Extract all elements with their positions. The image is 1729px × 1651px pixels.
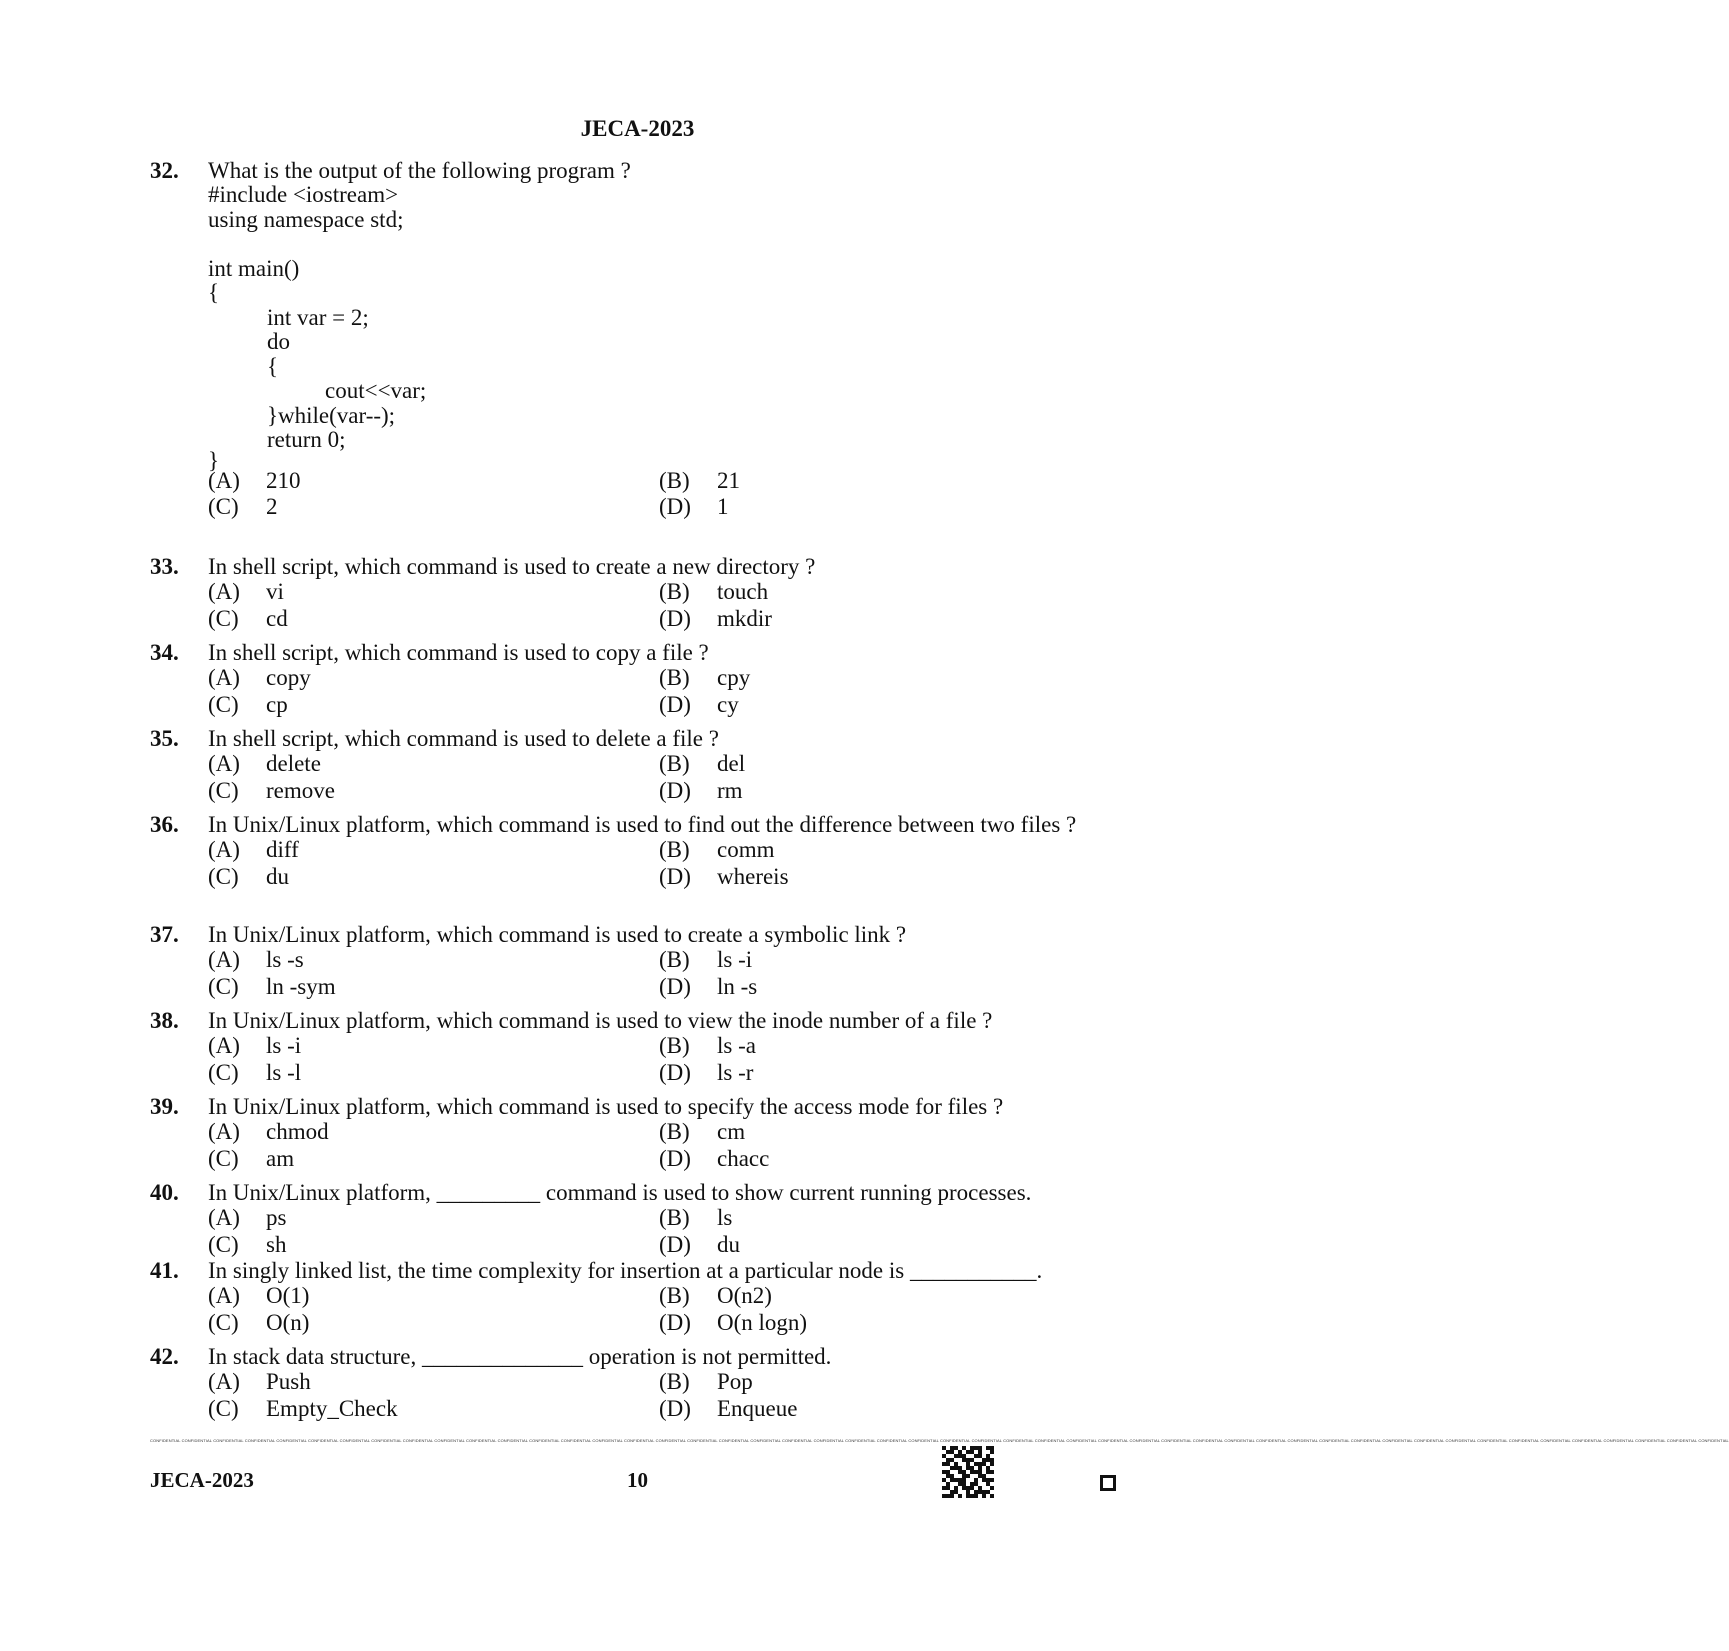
option-c: (C) 2	[208, 494, 278, 519]
footer-exam-code: JECA-2023	[150, 1468, 254, 1492]
option-d: (D) Enqueue	[659, 1395, 798, 1421]
option-d: (D) chacc	[659, 1145, 770, 1171]
option-b: (B) Pop	[659, 1369, 753, 1394]
confidential-strip: CONFIDENTIAL CONFIDENTIAL CONFIDENTIAL CONFIDENTIAL CONFIDENTIAL CONFIDENTIAL CONFIDENTIAL CONFIDENTIAL CONFIDENTIAL CONFIDENTIAL CONFIDENTIAL CONFIDENTIAL CONFIDENTIAL CONFIDENTIAL CONFIDENTIAL CONFIDENTIAL CONFIDENTIAL CONFIDENTIAL CONFIDENTIAL CONFIDENTIAL CONFIDENTIAL CONFIDENTIAL CONFIDENTIAL CONFIDENTIAL CONFIDENTIAL CONFIDENTIAL CONFIDENTIAL CONFIDENTIAL CONFIDENTIAL CONFIDENTIAL CONFIDENTIAL CONFIDENTIAL CONFIDENTIAL CONFIDENTIAL CONFIDENTIAL CONFIDENTIAL CONFIDENTIAL CONFIDENTIAL CONFIDENTIAL CONFIDENTIAL CONFIDENTIAL CONFIDENTIAL CONFIDENTIAL CONFIDENTIAL CONFIDENTIAL CONFIDENTIAL CONFIDENTIAL CONFIDENTIAL CONFIDENTIAL CONFIDENTIAL	[150, 1438, 1729, 1443]
question-40	[150, 1180, 1110, 1258]
option-c: (C) Empty_Check	[208, 1395, 398, 1421]
question-35	[150, 726, 1110, 804]
option-a: (A) delete	[208, 751, 321, 776]
options	[208, 665, 1110, 718]
option-d: (D) O(n logn)	[659, 1309, 808, 1335]
option-a: (A) ps	[208, 1205, 287, 1230]
square-marker-icon	[1100, 1475, 1116, 1491]
question-text: In Unix/Linux platform, which command is used to specify the access mode for files ?	[208, 1094, 1004, 1119]
question-text: In shell script, which command is used to copy a file ?	[208, 640, 709, 665]
option-a: (A) vi	[208, 579, 284, 604]
option-a: (A) diff	[208, 837, 299, 862]
option-a: (A) ls -i	[208, 1033, 302, 1058]
option-c: (C) O(n)	[208, 1309, 310, 1335]
option-a: (A) 210	[208, 467, 301, 493]
code-block	[208, 182, 1110, 473]
option-b: (B) ls	[659, 1205, 733, 1230]
question-text: In Unix/Linux platform, which command is used to find out the difference between two files ?	[208, 812, 1077, 837]
code-line: int main()	[208, 255, 300, 281]
options	[208, 468, 1110, 521]
option-a: (A) chmod	[208, 1119, 329, 1144]
option-d: (D) cy	[659, 691, 739, 717]
code-line: {	[208, 280, 220, 305]
question-number: 34.	[150, 640, 179, 665]
option-d: (D) rm	[659, 777, 743, 803]
options	[208, 579, 1110, 632]
option-d: (D) ln -s	[659, 973, 758, 999]
question-number: 33.	[150, 554, 179, 579]
option-b: (B) del	[659, 751, 746, 776]
question-text: In Unix/Linux platform, _________ command is used to show current running processes.	[208, 1180, 1032, 1205]
question-34	[150, 640, 1110, 718]
option-d: (D) whereis	[659, 863, 789, 889]
question-number: 36.	[150, 812, 179, 837]
option-c: (C) du	[208, 863, 289, 889]
code-line: return 0;	[267, 427, 346, 452]
page-number: 10	[627, 1468, 648, 1492]
option-b: (B) cm	[659, 1119, 746, 1144]
qr-code-icon	[942, 1446, 994, 1498]
question-number: 41.	[150, 1258, 179, 1283]
question-text: In Unix/Linux platform, which command is used to create a symbolic link ?	[208, 922, 907, 947]
options	[208, 1119, 1110, 1172]
option-d: (D) mkdir	[659, 605, 772, 631]
options	[208, 1283, 1110, 1336]
question-39	[150, 1094, 1110, 1172]
options	[208, 751, 1110, 804]
code-line: cout<<var;	[325, 378, 427, 403]
option-d: (D) 1	[659, 494, 729, 519]
code-line: #include <iostream>	[208, 182, 399, 207]
options	[208, 1369, 1110, 1422]
option-c: (C) cd	[208, 605, 288, 631]
question-text: What is the output of the following program ?	[208, 158, 631, 183]
question-text: In shell script, which command is used to delete a file ?	[208, 726, 719, 751]
code-line	[208, 232, 1110, 257]
option-b: (B) ls -a	[659, 1033, 756, 1058]
question-number: 38.	[150, 1008, 179, 1033]
question-33	[150, 554, 1110, 632]
options	[208, 1205, 1110, 1258]
options	[208, 837, 1110, 890]
code-line: }while(var--);	[267, 402, 396, 428]
question-41	[150, 1258, 1110, 1336]
question-number: 39.	[150, 1094, 179, 1119]
question-36	[150, 812, 1110, 890]
option-a: (A) copy	[208, 665, 311, 690]
question-37	[150, 922, 1110, 1000]
code-line: using namespace std;	[208, 206, 404, 232]
question-text: In shell script, which command is used to create a new directory ?	[208, 554, 816, 579]
question-38	[150, 1008, 1110, 1086]
question-text: In stack data structure, ______________ operation is not permitted.	[208, 1344, 832, 1369]
page-header-title: JECA-2023	[580, 116, 695, 141]
option-b: (B) comm	[659, 837, 775, 862]
option-b: (B) O(n2)	[659, 1283, 772, 1308]
question-number: 35.	[150, 726, 179, 751]
option-c: (C) ls -l	[208, 1059, 302, 1085]
option-b: (B) 21	[659, 467, 740, 493]
code-line: {	[267, 353, 279, 379]
option-d: (D) du	[659, 1231, 740, 1257]
code-line: int var = 2;	[267, 304, 369, 330]
option-a: (A) O(1)	[208, 1283, 310, 1308]
options	[208, 947, 1110, 1000]
option-c: (C) sh	[208, 1231, 287, 1257]
options	[208, 1033, 1110, 1086]
question-number: 42.	[150, 1344, 179, 1369]
question-text: In singly linked list, the time complexity for insertion at a particular node is ___________.	[208, 1258, 1043, 1283]
option-d: (D) ls -r	[659, 1059, 754, 1085]
question-42	[150, 1344, 1110, 1422]
option-c: (C) ln -sym	[208, 973, 336, 999]
code-line: }	[208, 447, 220, 473]
option-c: (C) am	[208, 1145, 295, 1171]
option-a: (A) Push	[208, 1369, 311, 1394]
question-text: In Unix/Linux platform, which command is used to view the inode number of a file ?	[208, 1008, 993, 1033]
option-b: (B) touch	[659, 579, 769, 604]
option-c: (C) remove	[208, 777, 335, 803]
question-number: 40.	[150, 1180, 179, 1205]
question-number: 37.	[150, 922, 179, 947]
option-b: (B) ls -i	[659, 947, 753, 972]
option-a: (A) ls -s	[208, 947, 304, 972]
code-line: do	[267, 329, 290, 354]
question-32	[150, 158, 1110, 521]
option-c: (C) cp	[208, 691, 288, 717]
question-number: 32.	[150, 158, 179, 183]
option-b: (B) cpy	[659, 665, 751, 690]
